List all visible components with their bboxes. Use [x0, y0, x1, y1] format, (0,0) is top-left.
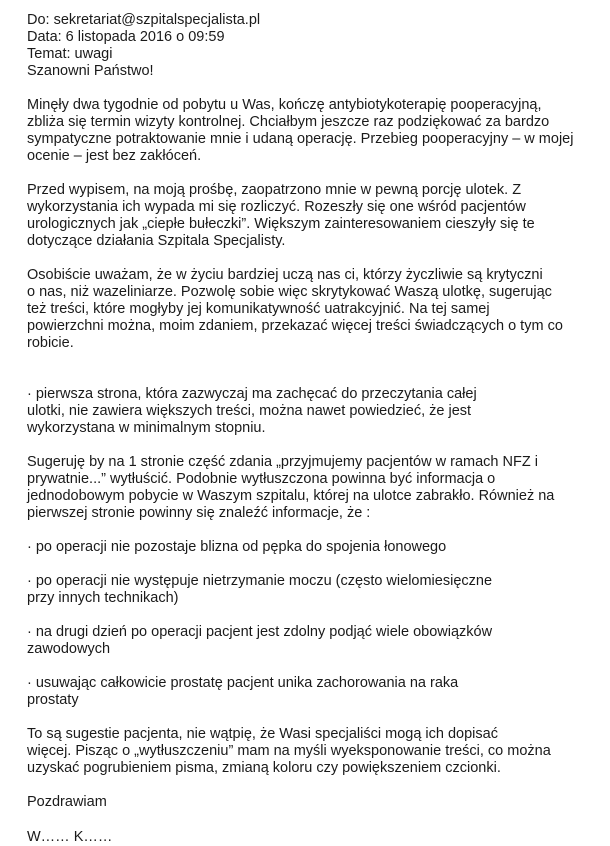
text-line: · pierwsza strona, która zazwyczaj ma zachęcać do przeczytania całej [27, 386, 477, 402]
text-line: wykorzystana w minimalnym stopniu. [27, 420, 266, 436]
paragraph-suggestion [27, 454, 587, 522]
text-line: ulotki, nie zawiera większych treści, można nawet powiedzieć, że jest [27, 403, 472, 419]
text-line: Minęły dwa tygodnie od pobytu u Was, kończę antybiotykoterapię pooperacyjną, [27, 97, 542, 113]
text-line: o nas, niż wazeliniarze. Pozwolę sobie więc skrytykować Waszą ulotkę, sugerując [27, 284, 552, 300]
text-line: też treści, które mogłyby jej komunikatywność uatrakcyjnić. Na tej samej [27, 301, 490, 317]
bullet-next-day [27, 624, 587, 658]
text-line: urologicznych jak „ciepłe bułeczki”. Większym zainteresowaniem cieszyły się te [27, 216, 535, 232]
email-body [27, 63, 587, 846]
recipient-line: Do: sekretariat@szpitalspecjalista.pl [27, 12, 261, 28]
text-line: zbliża się termin wizyty kontrolnej. Chciałbym jeszcze raz podziękować za bardzo [27, 114, 550, 130]
paragraph-leaflets [27, 182, 587, 250]
bullet-cancer [27, 675, 587, 709]
text-line: · po operacji nie występuje nietrzymanie moczu (często wielomiesięczne [27, 573, 493, 589]
bullet-no-scar [27, 539, 587, 556]
paragraph-first-page [27, 386, 587, 437]
text-line: przy innych technikach) [27, 590, 179, 606]
paragraph-closing-remarks [27, 726, 587, 777]
text-line: prostaty [27, 692, 79, 708]
text-line: uzyskać pogrubieniem pisma, zmianą koloru czy powiększeniem czcionki. [27, 760, 501, 776]
closing: Pozdrawiam [27, 794, 107, 810]
text-line: · na drugi dzień po operacji pacjent jest zdolny podjąć wiele obowiązków [27, 624, 493, 640]
text-line: pierwszej stronie powinny się znaleźć informacje, że : [27, 505, 371, 521]
text-line: Sugeruję by na 1 stronie część zdania „przyjmujemy pacjentów w ramach NFZ i [27, 454, 538, 470]
text-line: zawodowych [27, 641, 111, 657]
date-line: Data: 6 listopada 2016 o 09:59 [27, 29, 225, 45]
bullet-no-incontinence [27, 573, 587, 607]
text-line: · usuwając całkowicie prostatę pacjent unika zachorowania na raka [27, 675, 459, 691]
greeting: Szanowni Państwo! [27, 63, 154, 79]
text-line: ocenie – jest bez zakłóceń. [27, 148, 202, 164]
text-line: Przed wypisem, na moją prośbę, zaopatrzono mnie w pewną porcję ulotek. Z [27, 182, 522, 198]
text-line: sympatyczne potraktowanie mnie i udaną operację. Przebieg pooperacyjny – w mojej [27, 131, 574, 147]
text-line: To są sugestie pacjenta, nie wątpię, że Wasi specjaliści mogą ich dopisać [27, 726, 498, 742]
paragraph-critique [27, 267, 587, 352]
text-line: więcej. Pisząc o „wytłuszczeniu” mam na myśli wyeksponowanie treści, co można [27, 743, 551, 759]
email-header [27, 12, 587, 63]
signature: W…… K…… [27, 829, 113, 845]
text-line: wykorzystania ich wypada mi się rozliczyć. Rozeszły się one wśród pacjentów [27, 199, 526, 215]
text-line: Osobiście uważam, że w życiu bardziej uczą nas ci, którzy życzliwie są krytyczni [27, 267, 543, 283]
text-line: · po operacji nie pozostaje blizna od pępka do spojenia łonowego [27, 539, 447, 555]
subject-line: Temat: uwagi [27, 46, 113, 62]
text-line: jednodobowym pobycie w Waszym szpitalu, której na ulotce zabrakło. Również na [27, 488, 555, 504]
text-line: prywatnie...” wytłuścić. Podobnie wytłuszczona powinna być informacja o [27, 471, 496, 487]
paragraph-recovery [27, 97, 587, 165]
text-line: powierzchni można, moim zdaniem, przekazać więcej treści świadczących o tym co [27, 318, 563, 334]
text-line: robicie. [27, 335, 74, 351]
text-line: dotyczące działania Szpitala Specjalisty. [27, 233, 286, 249]
